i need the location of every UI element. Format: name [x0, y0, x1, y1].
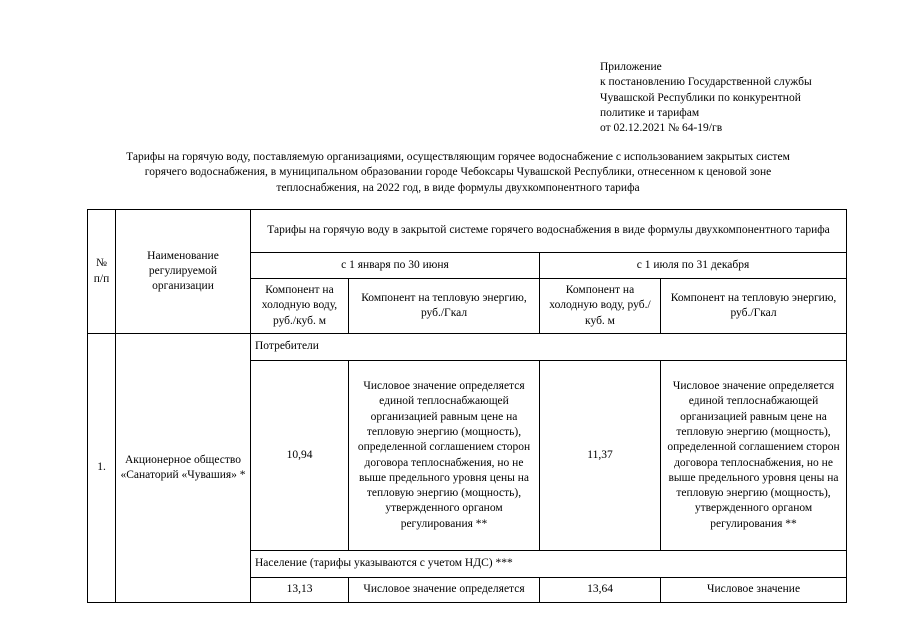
- document-title: [60, 150, 856, 196]
- title-line: теплоснабжения, на 2022 год, в виде формулы двухкомпонентного тарифа: [276, 181, 640, 194]
- header-no: № п/п: [88, 210, 116, 334]
- row-number: 1.: [88, 334, 116, 603]
- appendix-line: Чувашской Республики по конкурентной: [600, 91, 801, 104]
- consumers-subheader: Потребители: [251, 334, 847, 361]
- appendix-line: Приложение: [600, 61, 662, 73]
- consumers-cold-p1: 10,94: [251, 361, 349, 551]
- appendix-line: политике и тарифам: [600, 106, 700, 119]
- header-heat-component-p1: Компонент на тепловую энергию, руб./Гкал: [349, 279, 540, 334]
- consumers-cold-p2: 11,37: [540, 361, 661, 551]
- title-line: горячего водоснабжения, в муниципальном образовании городе Чебоксары Чувашской Республики, отнесенном к ценовой зоне: [144, 166, 772, 179]
- consumers-heat-p1: Числовое значение определяется единой теплоснабжающей организацией равным цене на тепловую энергию (мощность), определенной соглашением сторон договора теплоснабжения, но не выше предельного уровня цены на тепловую энергию (мощность), утвержденного органом регулирования **: [349, 361, 540, 551]
- tariffs-table: [87, 209, 847, 603]
- population-cold-p1: 13,13: [251, 578, 349, 603]
- appendix-line: к постановлению Государственной службы: [600, 76, 812, 89]
- population-heat-p1: Числовое значение определяется: [349, 578, 540, 603]
- header-organization: Наименование регулируемой организации: [116, 210, 251, 334]
- title-line: Тарифы на горячую воду, поставляемую организациями, осуществляющим горячее водоснабжение с использованием закрытых систем: [126, 151, 790, 163]
- header-heat-component-p2: Компонент на тепловую энергию, руб./Гкал: [661, 279, 847, 334]
- appendix-line: от 02.12.2021 № 64-19/гв: [600, 122, 723, 135]
- header-cold-component-p2: Компонент на холодную воду, руб./куб. м: [540, 279, 661, 334]
- population-heat-p2: Числовое значение: [661, 578, 847, 603]
- appendix-block: [600, 60, 880, 136]
- header-tariff-group: Тарифы на горячую воду в закрытой системе горячего водоснабжения в виде формулы двухкомпонентного тарифа: [251, 210, 847, 253]
- header-period-1: с 1 января по 30 июня: [251, 253, 540, 279]
- population-cold-p2: 13,64: [540, 578, 661, 603]
- header-cold-component-p1: Компонент на холодную воду, руб./куб. м: [251, 279, 349, 334]
- header-period-2: с 1 июля по 31 декабря: [540, 253, 847, 279]
- row-organization: Акционерное общество «Санаторий «Чувашия» *: [116, 334, 251, 603]
- population-subheader: Население (тарифы указываются с учетом НДС) ***: [251, 551, 847, 578]
- consumers-heat-p2: Числовое значение определяется единой теплоснабжающей организацией равным цене на тепловую энергию (мощность), определенной соглашением сторон договора теплоснабжения, но не выше предельного уровня цены на тепловую энергию (мощность), утвержденного органом регулирования **: [661, 361, 847, 551]
